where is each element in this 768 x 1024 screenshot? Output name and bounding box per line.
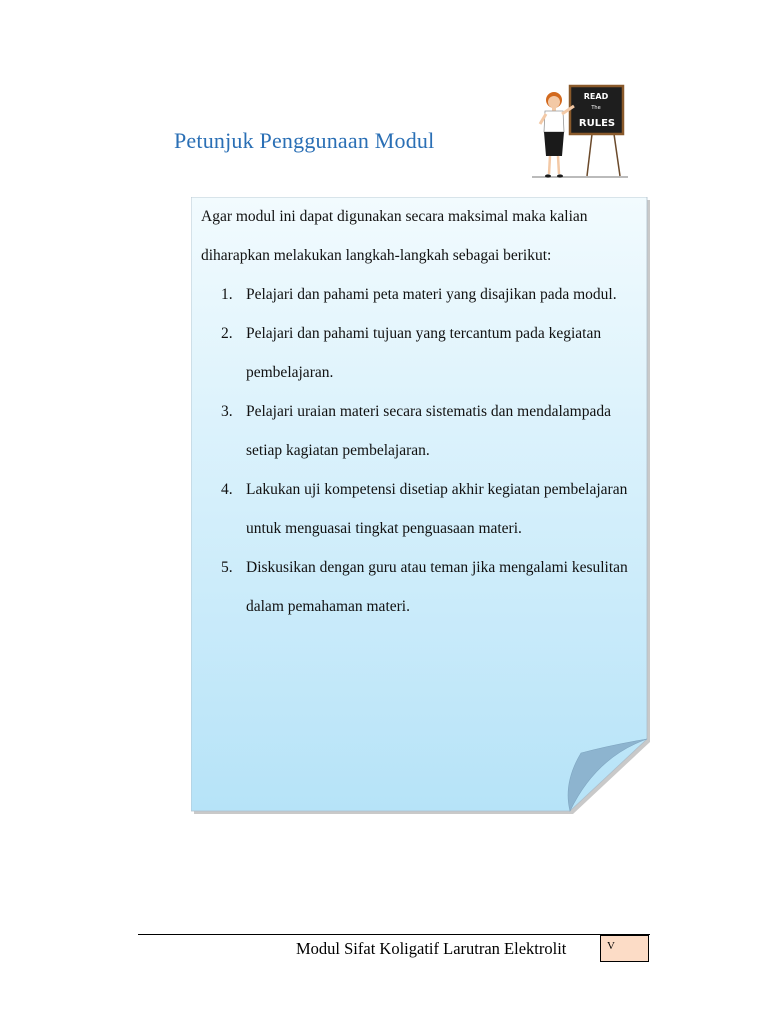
list-item [201, 548, 639, 626]
step-number: 2. [221, 325, 233, 342]
step-number: 4. [221, 481, 233, 498]
board-line-2: The [591, 105, 601, 111]
page-number: V [607, 940, 615, 952]
list-item [201, 470, 639, 548]
step-text: Pelajari dan pahami peta materi yang disajikan pada modul. [246, 286, 617, 303]
intro-text: Agar modul ini dapat digunakan secara maksimal maka kalian diharapkan melakukan langkah-langkah sebagai berikut: [201, 208, 588, 264]
page-title: Petunjuk Penggunaan Modul [174, 128, 435, 153]
page-number-box [600, 935, 649, 962]
instructions-note [191, 197, 647, 811]
step-text: Pelajari dan pahami tujuan yang tercantum pada kegiatan pembelajaran. [246, 325, 602, 381]
board-line-3: RULES [578, 118, 616, 129]
step-text: Lakukan uji kompetensi disetiap akhir kegiatan pembelajaran untuk menguasai tingkat penguasaan materi. [246, 481, 628, 537]
steps-list [201, 275, 639, 626]
step-text: Diskusikan dengan guru atau teman jika mengalami kesulitan dalam pemahaman materi. [246, 559, 628, 615]
footer-divider [138, 934, 650, 935]
step-number: 3. [221, 403, 233, 420]
step-text: Pelajari uraian materi secara sistematis dan mendalampada setiap kagiatan pembelajaran. [246, 403, 611, 459]
board-line-1: READ [583, 92, 609, 101]
step-number: 1. [221, 286, 233, 303]
step-number: 5. [221, 559, 233, 576]
list-item [201, 314, 639, 392]
footer-module-title: Modul Sifat Koligatif Larutran Elektrolit [296, 939, 567, 958]
list-item [201, 275, 639, 314]
list-item [201, 392, 639, 470]
teacher-pointing-at-board-icon [530, 80, 630, 184]
